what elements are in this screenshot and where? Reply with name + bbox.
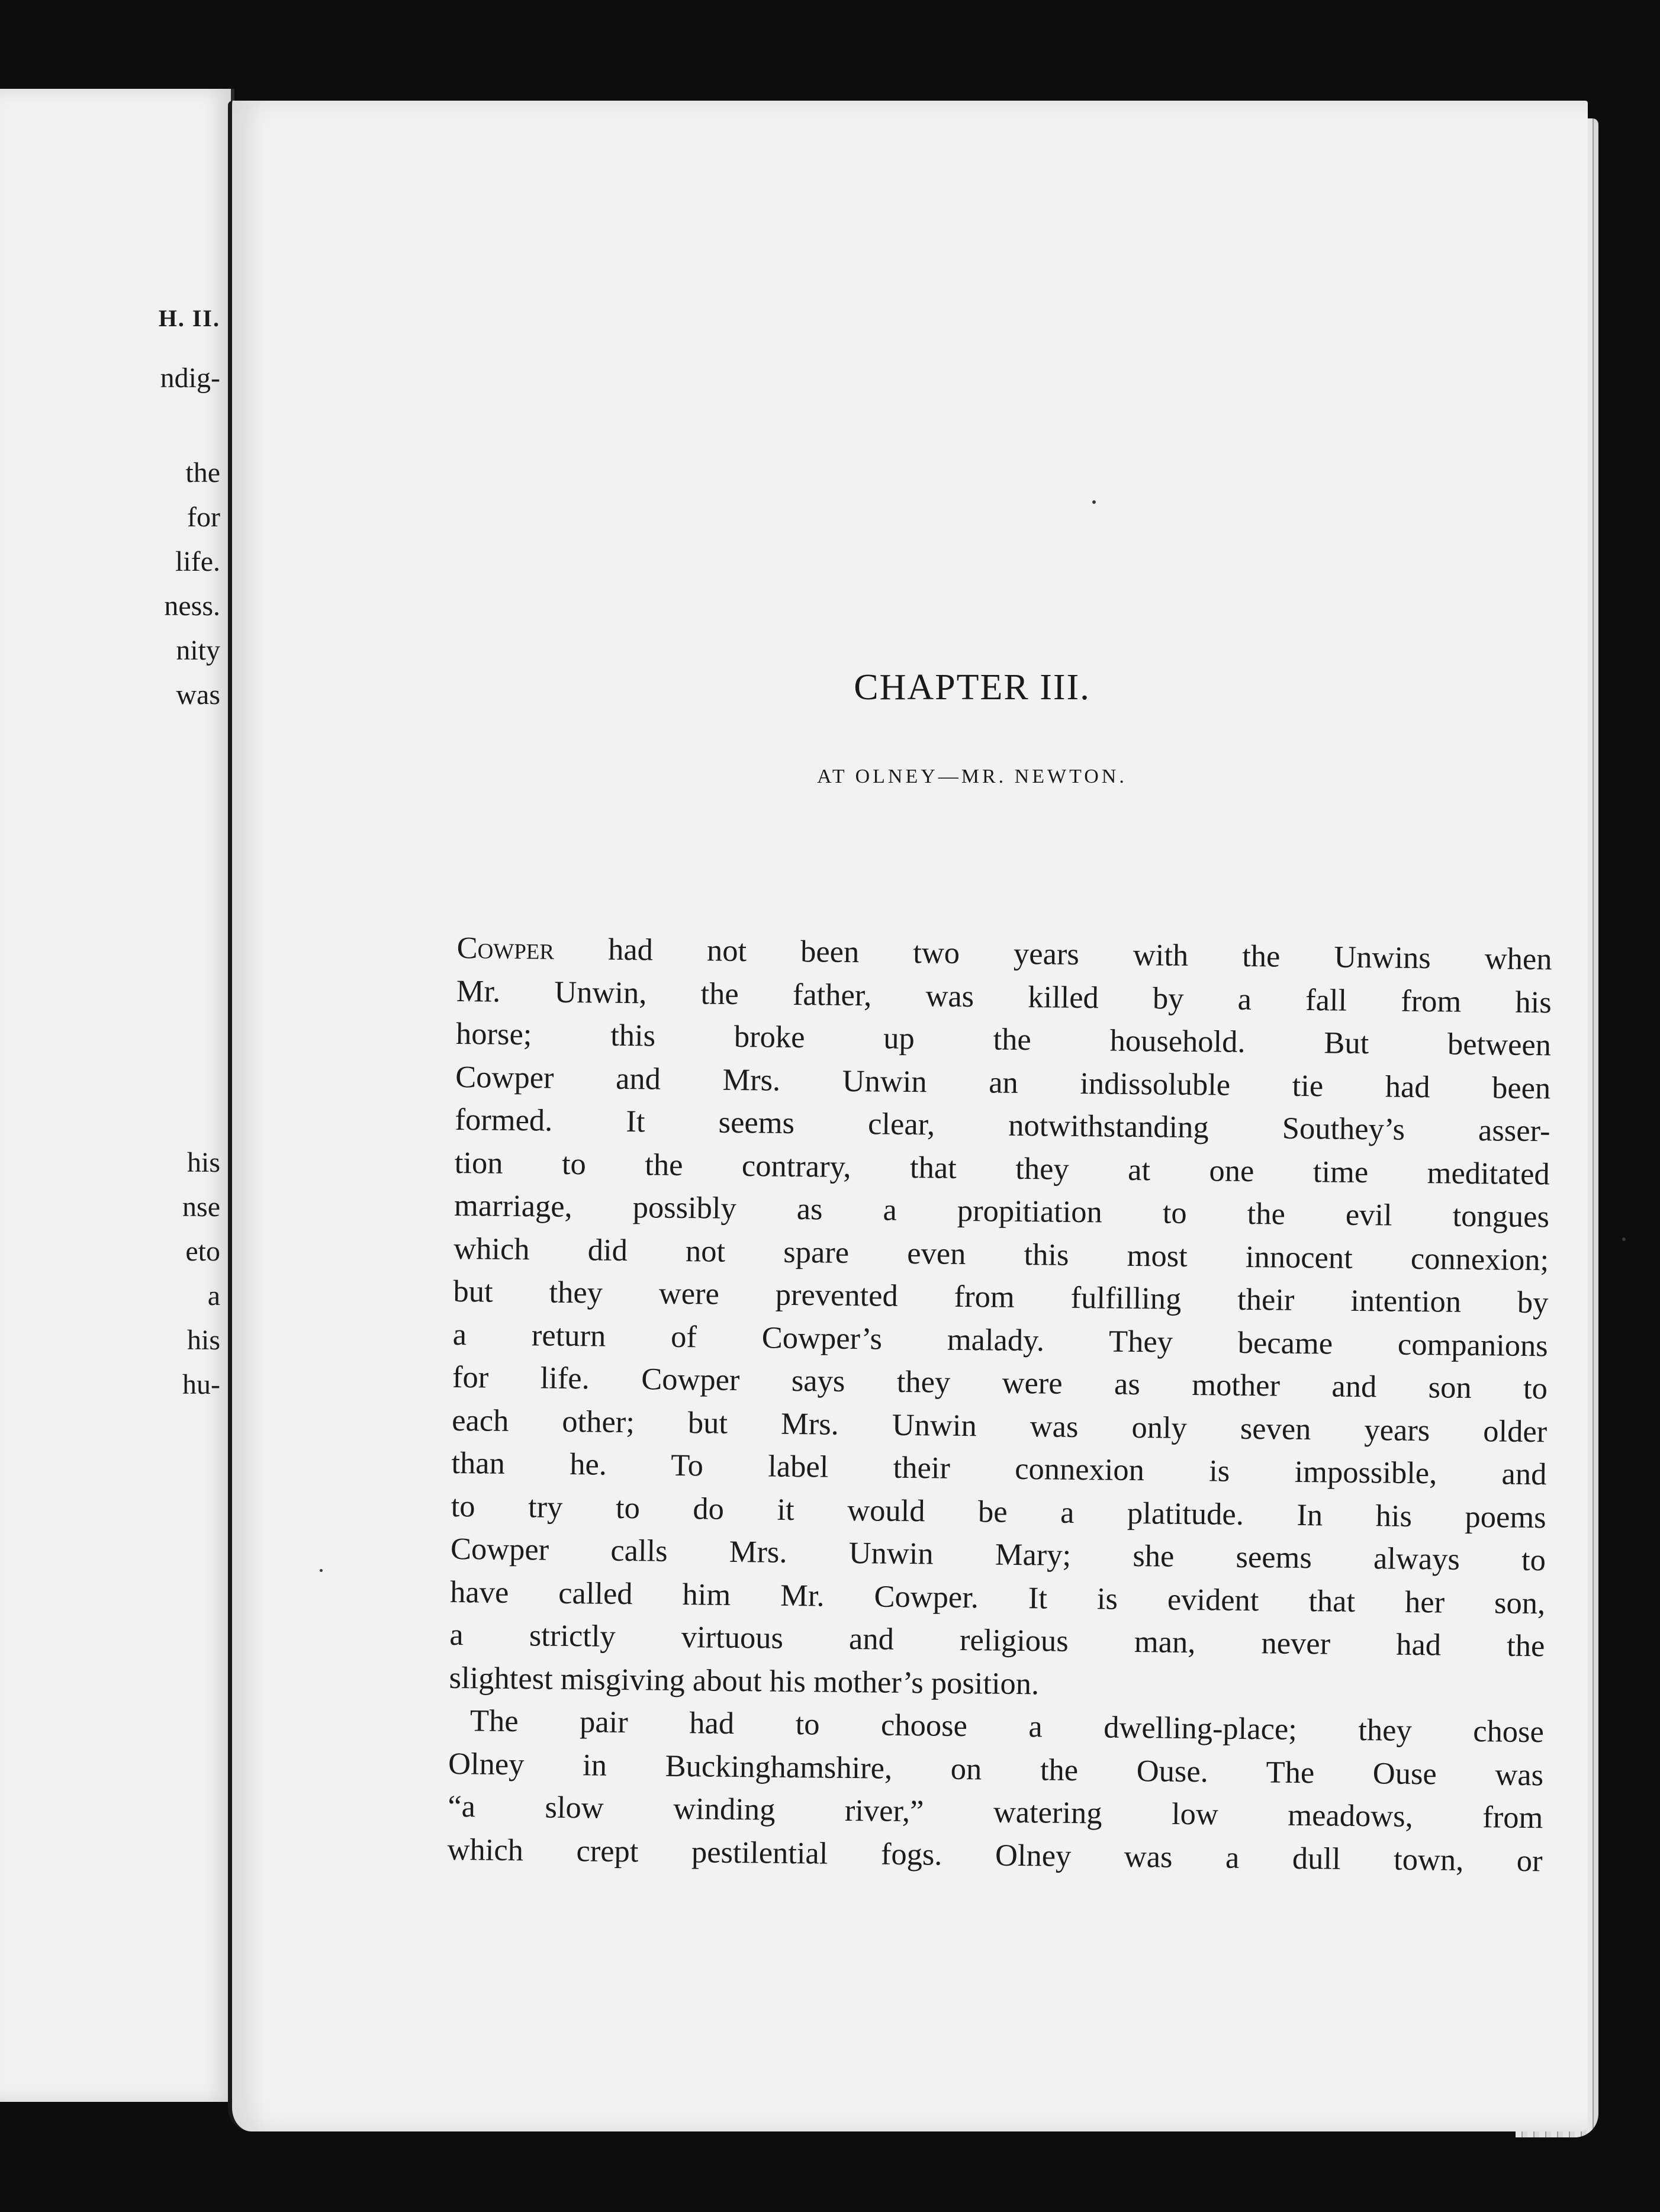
text-line: which crept pestilential fogs. Olney was a dull town, or bbox=[447, 1832, 1543, 1878]
text-line: Olney in Buckinghamshire, on the Ouse. The Ouse was bbox=[448, 1746, 1544, 1792]
text-line: have called him Mr. Cowper. It is evident that her son, bbox=[449, 1574, 1546, 1621]
text-line: but they were prevented from fulfilling their intention by bbox=[453, 1274, 1549, 1320]
previous-page-line: ness. bbox=[164, 590, 220, 622]
text-line: Cowper calls Mrs. Unwin Mary; she seems always to bbox=[450, 1531, 1546, 1578]
text-line: to try to do it would be a platitude. In his poems bbox=[451, 1488, 1546, 1535]
previous-page bbox=[0, 89, 234, 2102]
opening-word: Cowper bbox=[456, 930, 555, 966]
text-line: “a slow winding river,” watering low meadows, from bbox=[448, 1789, 1543, 1835]
text-line: Cowper had not been two years with the Unwins when bbox=[456, 930, 1552, 977]
previous-page-line: was bbox=[176, 679, 220, 710]
chapter-subtitle: AT OLNEY—MR. NEWTON. bbox=[817, 766, 1127, 787]
text-line: marriage, possibly as a propitiation to the evil tongues bbox=[453, 1188, 1550, 1234]
previous-page-line: hu- bbox=[182, 1369, 220, 1400]
previous-page-line: life. bbox=[175, 546, 220, 577]
body-text bbox=[447, 927, 1552, 1882]
previous-page-line: for bbox=[187, 501, 220, 533]
text-line: which did not spare even this most innocent connexion; bbox=[453, 1231, 1549, 1277]
text-line: for life. Cowper says they were as mother and son to bbox=[452, 1359, 1548, 1406]
text-line: slightest misgiving about his mother’s position. bbox=[449, 1660, 1040, 1701]
previous-page-line: the bbox=[185, 457, 220, 488]
previous-page-line: nse bbox=[182, 1191, 220, 1223]
text-line: The pair had to choose a dwelling-place; they chose bbox=[469, 1703, 1545, 1750]
previous-page-line: ndig- bbox=[160, 362, 220, 394]
text-line: a return of Cowper’s malady. They became companions bbox=[452, 1317, 1548, 1363]
scan-speck bbox=[1622, 1237, 1626, 1241]
book-page bbox=[228, 101, 1588, 2131]
text-line: formed. It seems clear, notwithstanding Southey’s asser- bbox=[455, 1102, 1550, 1149]
previous-page-line: his bbox=[186, 1324, 220, 1356]
text-line: each other; but Mrs. Unwin was only seven years older bbox=[451, 1403, 1548, 1449]
text-line: Mr. Unwin, the father, was killed by a fall from his bbox=[456, 973, 1552, 1020]
previous-page-header: H. II. bbox=[158, 305, 220, 332]
text-line: Cowper and Mrs. Unwin an indissoluble tie had been bbox=[455, 1059, 1551, 1105]
text-line: a strictly virtuous and religious man, never had the bbox=[449, 1617, 1545, 1664]
chapter-title: CHAPTER III. bbox=[854, 667, 1090, 708]
previous-page-line: eto bbox=[185, 1236, 220, 1267]
text-line: tion to the contrary, that they at one time meditated bbox=[454, 1145, 1550, 1191]
scan-speck bbox=[1092, 500, 1096, 504]
previous-page-line: a bbox=[207, 1280, 220, 1311]
text-line: horse; this broke up the household. But between bbox=[455, 1016, 1552, 1063]
text-line: than he. To label their connexion is impossible, and bbox=[451, 1445, 1547, 1492]
scan-speck bbox=[320, 1569, 323, 1572]
previous-page-line: nity bbox=[176, 635, 220, 666]
previous-page-line: his bbox=[186, 1147, 220, 1178]
